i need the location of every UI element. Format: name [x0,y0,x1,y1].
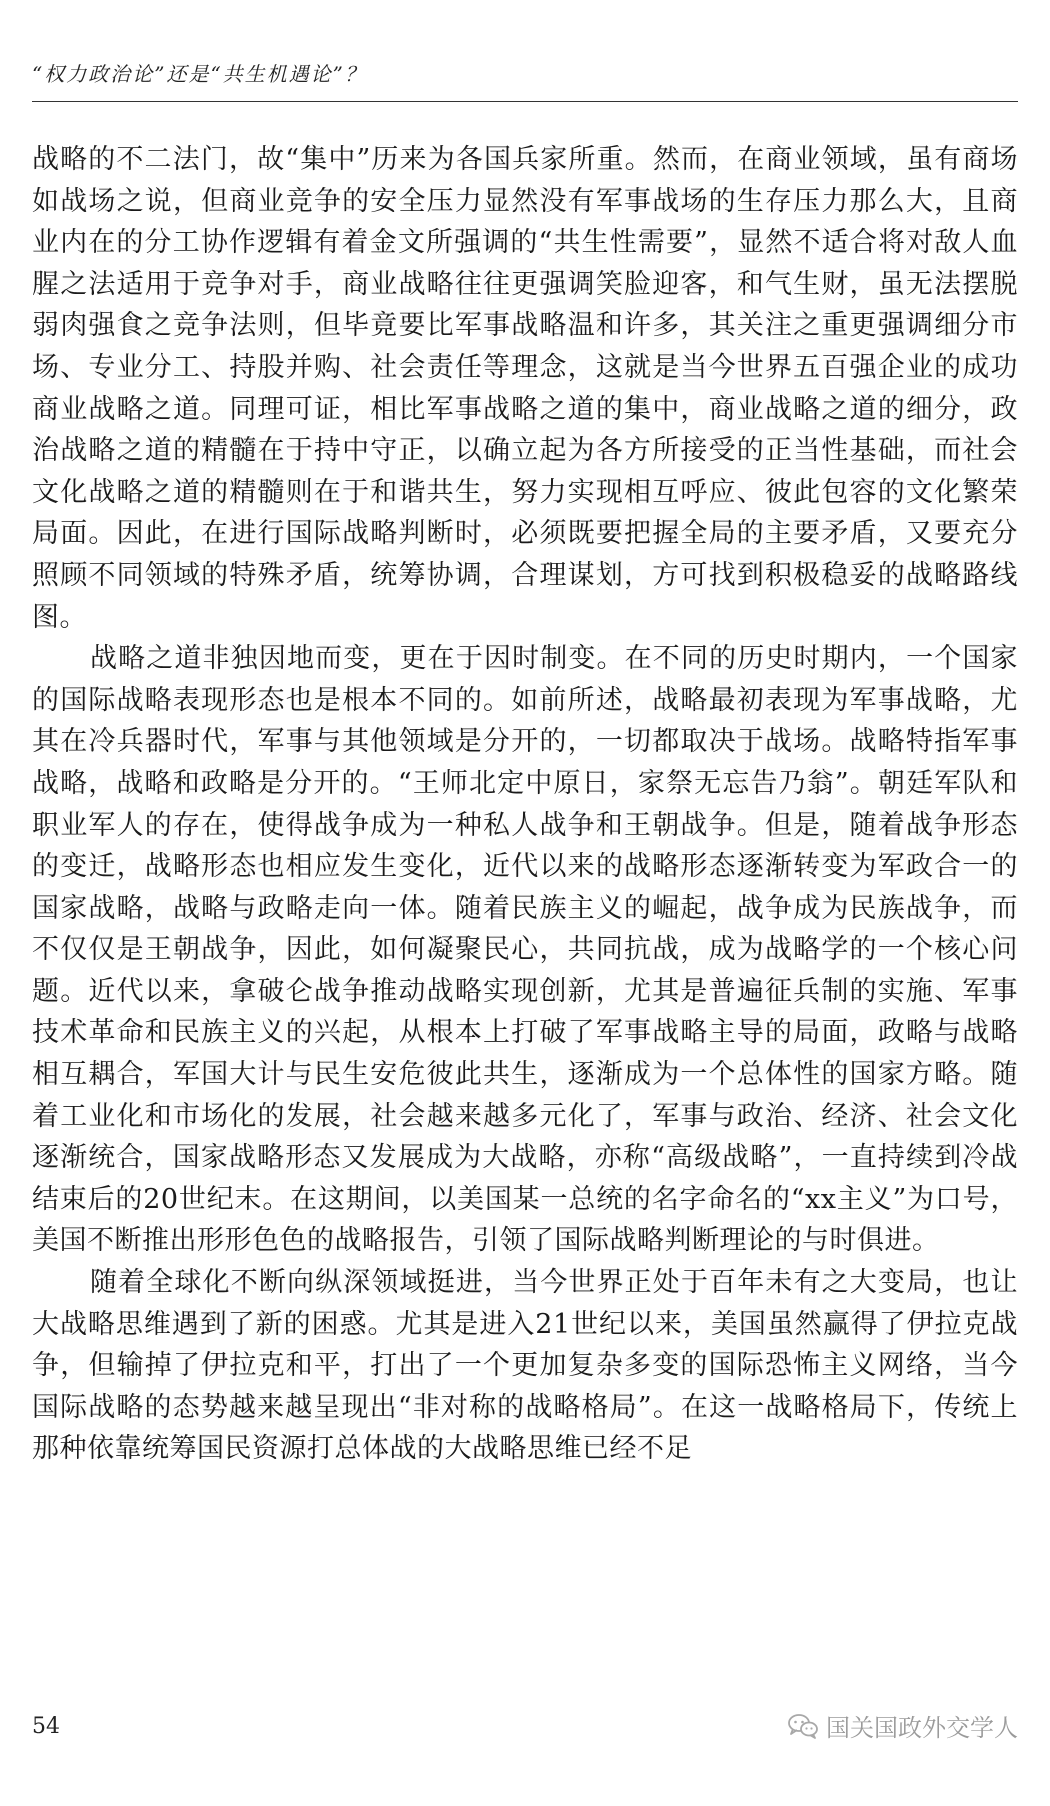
page-number: 54 [32,1714,60,1739]
paragraph: 战略的不二法门，故“集中”历来为各国兵家所重。然而，在商业领域，虽有商场如战场之说，但商业竞争的安全压力显然没有军事战场的生存压力那么大，且商业内在的分工协作逻辑有着金文所强调的“共生性需要”，显然不适合将对敌人血腥之法适用于竞争对手，商业战略往往更强调笑脸迎客，和气生财，虽无法摆脱弱肉强食之竞争法则，但毕竟要比军事战略温和许多，其关注之重更强调细分市场、专业分工、持股并购、社会责任等理念，这就是当今世界五百强企业的成功商业战略之道。同理可证，相比军事战略之道的集中，商业战略之道的细分，政治战略之道的精髓在于持中守正，以确立起为各方所接受的正当性基础，而社会文化战略之道的精髓则在于和谐共生，努力实现相互呼应、彼此包容的文化繁荣局面。因此，在进行国际战略判断时，必须既要把握全局的主要矛盾，又要充分照顾不同领域的特殊矛盾，统筹协调，合理谋划，方可找到积极稳妥的战略路线图。 [32,144,1018,633]
watermark [788,1708,1018,1743]
wechat-icon [788,1713,818,1739]
paragraph: 战略之道非独因地而变，更在于因时制变。在不同的历史时期内，一个国家的国际战略表现形态也是根本不同的。如前所述，战略最初表现为军事战略，尤其在冷兵器时代，军事与其他领域是分开的，一切都取决于战场。战略特指军事战略，战略和政略是分开的。“王师北定中原日，家祭无忘告乃翁”。朝廷军队和职业军人的存在，使得战争成为一种私人战争和王朝战争。但是，随着战争形态的变迁，战略形态也相应发生变化，近代以来的战略形态逐渐转变为军政合一的国家战略，战略与政略走向一体。随着民族主义的崛起，战争成为民族战争，而不仅仅是王朝战争，因此，如何凝聚民心，共同抗战，成为战略学的一个核心问题。近代以来，拿破仑战争推动战略实现创新，尤其是普遍征兵制的实施、军事技术革命和民族主义的兴起，从根本上打破了军事战略主导的局面，政略与战略相互耦合，军国大计与民生安危彼此共生，逐渐成为一个总体性的国家方略。随着工业化和市场化的发展，社会越来越多元化了，军事与政治、经济、社会文化逐渐统合，国家战略形态又发展成为大战略，亦称“高级战略”，一直持续到冷战结束后的20世纪末。在这期间，以美国某一总统的名字命名的“xx主义”为口号，美国不断推出形形色色的战略报告，引领了国际战略判断理论的与时俱进。 [32,643,1018,1257]
header-divider [32,101,1018,102]
running-header-title: “权力政治论”还是“共生机遇论”？ [32,62,367,86]
watermark-text: 国关国政外交学人 [826,1714,1018,1742]
paragraph: 随着全球化不断向纵深领域挺进，当今世界正处于百年未有之大变局，也让大战略思维遇到了新的困惑。尤其是进入21世纪以来，美国虽然赢得了伊拉克战争，但输掉了伊拉克和平，打出了一个更加复杂多变的国际恐怖主义网络，当今国际战略的态势越来越呈现出“非对称的战略格局”。在这一战略格局下，传统上那种依靠统筹国民资源打总体战的大战略思维已经不足 [32,1267,1018,1465]
body-text [32,139,1018,1470]
